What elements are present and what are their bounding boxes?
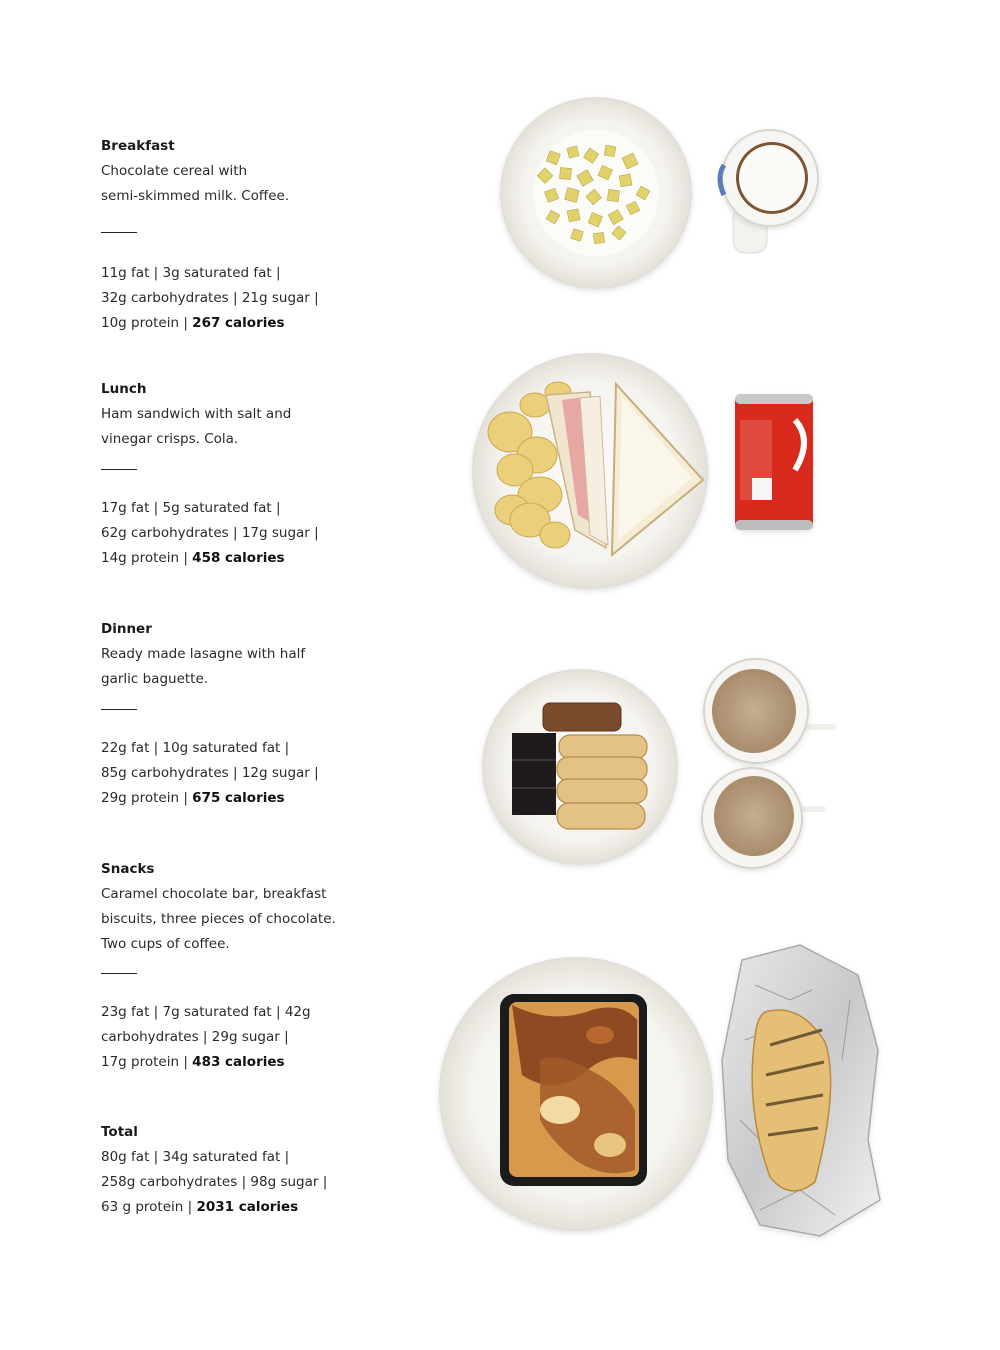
- lunch-photo: [473, 354, 813, 588]
- snacks-photo: [483, 659, 836, 868]
- meal-description: Ready made lasagne with half garlic baguette.: [101, 646, 306, 687]
- calories: 458 calories: [192, 550, 285, 566]
- nutrition-stats: 22g fat | 10g saturated fat | 85g carbohydrates | 12g sugar | 29g protein | 675 calories: [101, 740, 319, 806]
- calories: 267 calories: [192, 315, 285, 331]
- breakfast-photo: [501, 98, 818, 288]
- nutrition-stats: 11g fat | 3g saturated fat | 32g carbohydrates | 21g sugar | 10g protein | 267 calories: [101, 265, 319, 331]
- nutrition-stats: 23g fat | 7g saturated fat | 42g carbohydrates | 29g sugar | 17g protein | 483 calories: [101, 1004, 311, 1070]
- nutrition-stats: 17g fat | 5g saturated fat | 62g carbohydrates | 17g sugar | 14g protein | 458 calories: [101, 500, 319, 566]
- meal-title: Breakfast: [101, 138, 175, 154]
- meal-title: Snacks: [101, 861, 155, 877]
- nutrition-stats: 80g fat | 34g saturated fat | 258g carbohydrates | 98g sugar | 63 g protein | 2031 calories: [101, 1149, 328, 1215]
- calories: 483 calories: [192, 1054, 285, 1070]
- meal-description: Chocolate cereal with semi-skimmed milk. Coffee.: [101, 163, 290, 204]
- meal-title: Dinner: [101, 621, 152, 637]
- dinner-photo: [440, 945, 880, 1236]
- calories: 2031 calories: [196, 1199, 299, 1215]
- meal-description: Caramel chocolate bar, breakfast biscuits, three pieces of chocolate. Two cups of coffee.: [101, 886, 336, 952]
- meal-description: Ham sandwich with salt and vinegar crisps. Cola.: [101, 406, 292, 447]
- calories: 675 calories: [192, 790, 285, 806]
- meal-title: Lunch: [101, 381, 147, 397]
- total-title: Total: [101, 1124, 138, 1140]
